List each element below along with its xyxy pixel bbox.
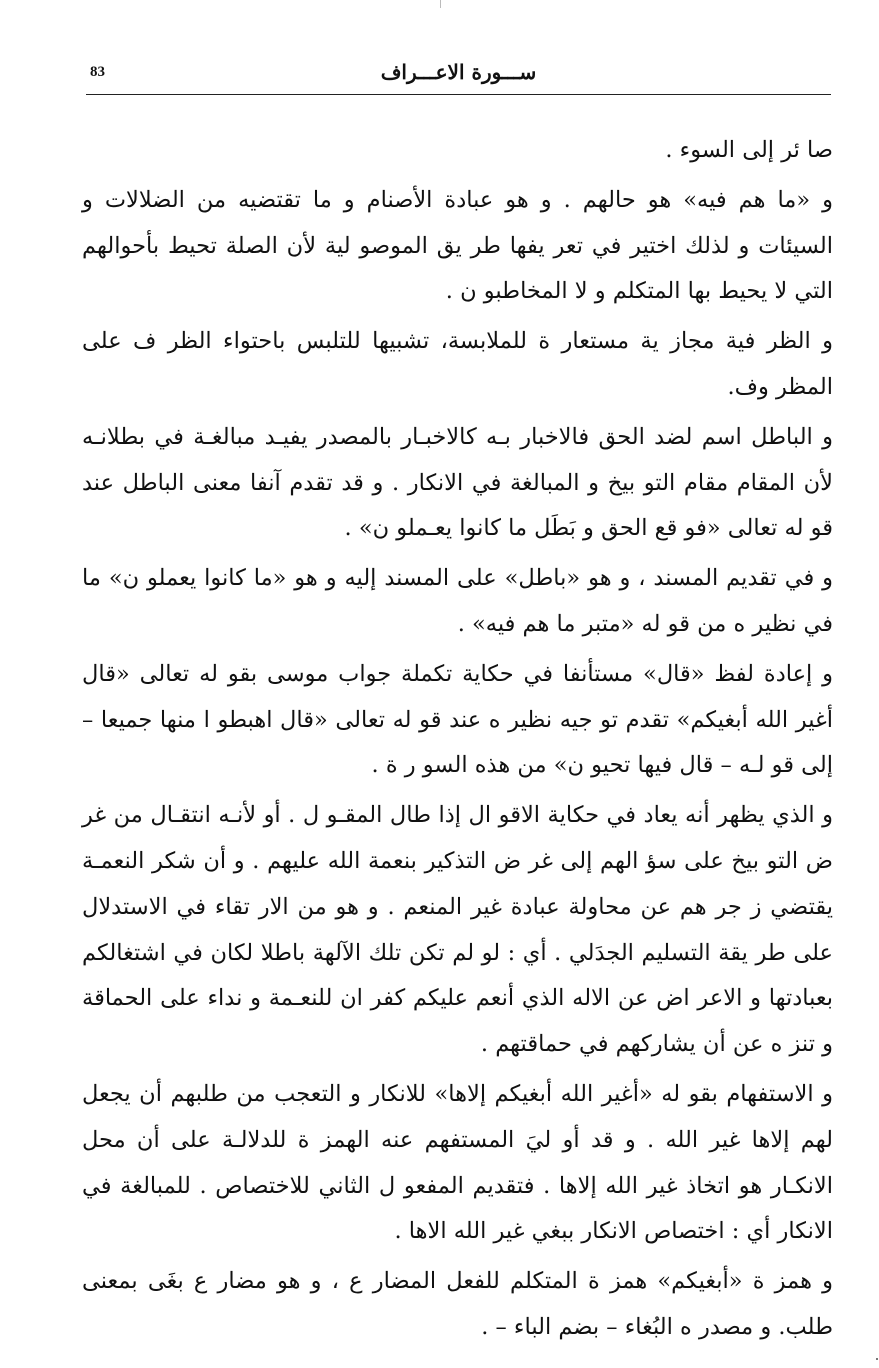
paragraph-9: و همز ة «أبغيكم» همز ة المتكلم للفعل المضار ع ، و هو مضار ع بغَى بمعنى طلب. و مصدر ه البُغاء – بضم الباء – . bbox=[82, 1268, 833, 1340]
paragraph-3: و الظر فية مجاز ية مستعار ة للملابسة، تشبيها للتلبس باحتواء الظر ف على المظر وف. bbox=[82, 328, 833, 400]
scan-edge-mark bbox=[440, 0, 441, 8]
paragraph-4: و الباطل اسم لضد الحق فالاخبار بـه كالاخبـار بالمصدر يفيـد مبالغـة في بطلانـه لأن المقام مقام التو بيخ و المبالغة في الانكار . و قد تقدم آنفا معنى الباطل عند قو له تعالى «فو قع الحق و بَطَل ما كانوا يعـملو ن» . bbox=[82, 423, 833, 542]
page-header bbox=[86, 58, 831, 95]
paragraph-7: و الذي يظهر أنه يعاد في حكاية الاقو ال إذا طال المقـو ل . أو لأنـه انتقـال من غر ض التو بيخ على سؤ الهم إلى غر ض التذكير بنعمة الله عليهم . و أن شكر النعمـة يقتضي ز جر هم عن محاولة عبادة غير المنعم . و هو من الار تقاء في الاستدلال على طر يقة التسليم الجدَلي . أي : لو لم تكن تلك الآلهة باطلا لكان في اشتغالكم بعبادتها و الاعر اض عن الاله الذي أنعم عليكم كفر ان للنعـمة و نداء على الحماقة و تنز ه عن أن يشاركهم في حماقتهم . bbox=[82, 802, 833, 1058]
page-body bbox=[82, 128, 833, 1351]
paragraph-8: و الاستفهام بقو له «أغير الله أبغيكم إلاها» للانكار و التعجب من طلبهم أن يجعل لهم إلاها غير الله . و قد أو ليَ المستفهم عنه الهمز ة للدلالـة على أن محل الانكـار هو اتخاذ غير الله إلاها . فتقديم المفعو ل الثاني للاختصاص . للمبالغة في الانكار أي : اختصاص الانكار ببغي غير الله الاها . bbox=[82, 1080, 833, 1245]
paragraph-6: و إعادة لفظ «قال» مستأنفا في حكاية تكملة جواب موسى بقو له تعالى «قال أغير الله أبغيكم» تقدم تو جيه نظير ه عند قو له تعالى «قال اهبطو ا منها جميعا – إلى قو لـه – قال فيها تحيو ن» من هذه السو ر ة . bbox=[82, 660, 833, 779]
scan-corner-mark bbox=[876, 1358, 878, 1360]
paragraph-5: و في تقديم المسند ، و هو «باطل» على المسند إليه و هو «ما كانوا يعملو ن» ما في نظير ه من قو له «متبر ما هم فيه» . bbox=[82, 565, 833, 637]
paragraph-1: صا ئر إلى السوء . bbox=[665, 137, 833, 163]
paragraph-2: و «ما هم فيه» هو حالهم . و هو عبادة الأصنام و ما تقتضيه من الضلالات و السيئات و لذلك اختير في تعر يفها طر يق الموصو لية لأن الصلة تحيط بأحوالهم التي لا يحيط بها المتكلم و لا المخاطبو ن . bbox=[82, 186, 833, 305]
surah-title: ســـورة الاعـــراف bbox=[380, 60, 537, 84]
page-number: 83 bbox=[90, 64, 105, 80]
